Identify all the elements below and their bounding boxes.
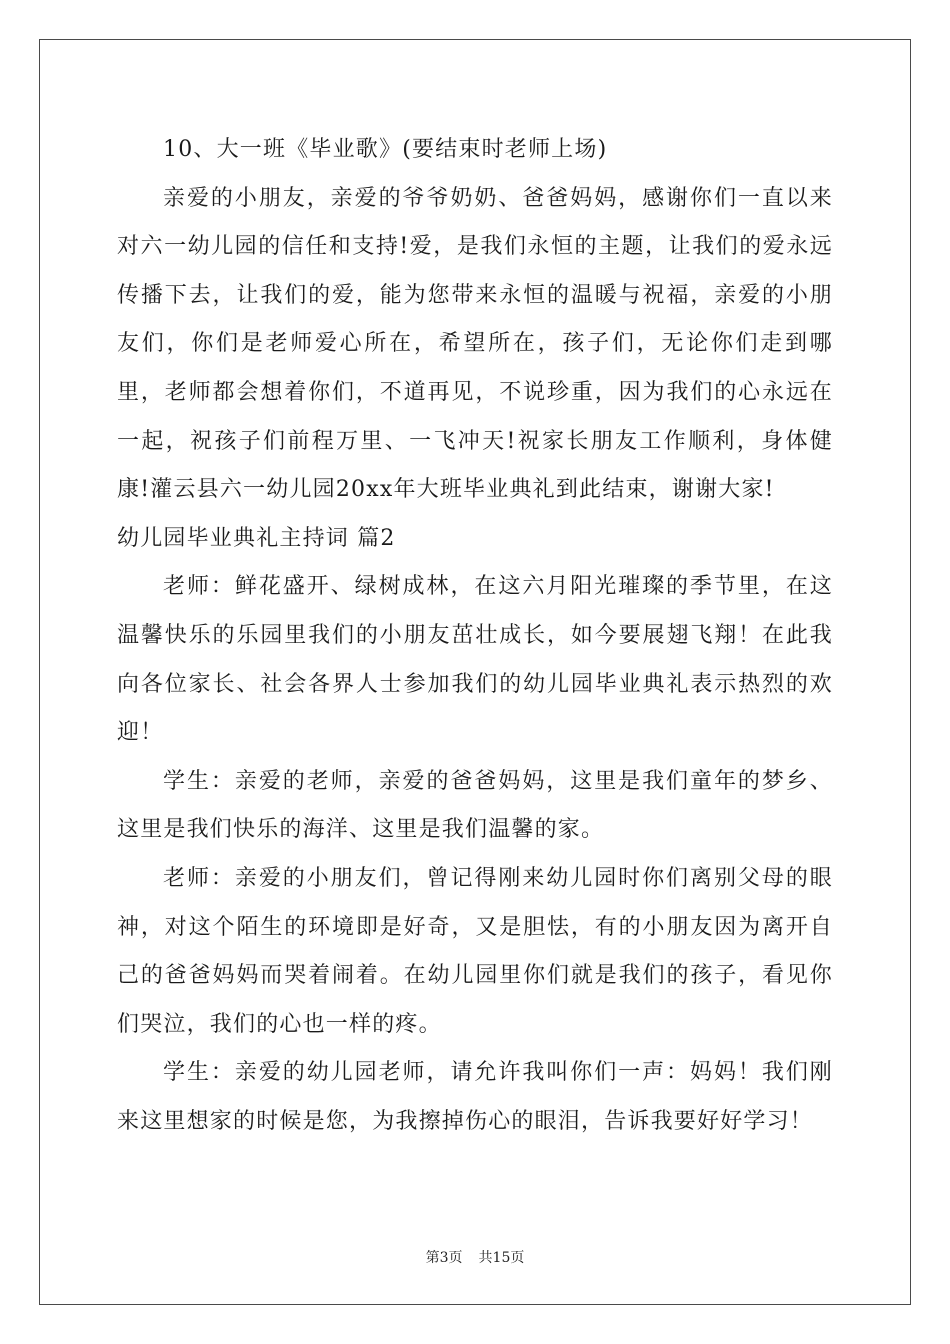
page-number: 第3页 xyxy=(425,1250,463,1266)
section-heading: 幼儿园毕业典礼主持词 篇2 xyxy=(117,525,396,551)
paragraph-student-reply: 学生：亲爱的老师，亲爱的爸爸妈妈，这里是我们童年的梦乡、这里是我们快乐的海洋、这里是我们温馨的家。 xyxy=(117,768,833,843)
paragraph-closing-speech: 亲爱的小朋友，亲爱的爷爷奶奶、爸爸妈妈，感谢你们一直以来对六一幼儿园的信任和支持!爱，是我们永恒的主题，让我们的爱永远传播下去，让我们的爱，能为您带来永恒的温暖与祝福，亲爱的小朋友们，你们是老师爱心所在，希望所在，孩子们，无论你们走到哪里，老师都会想着你们，不道再见，不说珍重，因为我们的心永远在一起，祝孩子们前程万里、一飞冲天!祝家长朋友工作顺利，身体健康!灌云县六一幼儿园20xx年大班毕业典礼到此结束，谢谢大家! xyxy=(117,185,833,503)
paragraph-teacher-memory: 老师：亲爱的小朋友们，曾记得刚来幼儿园时你们离别父母的眼神，对这个陌生的环境即是好奇，又是胆怯，有的小朋友因为离开自己的爸爸妈妈而哭着闹着。在幼儿园里你们就是我们的孩子，看见你们哭泣，我们的心也一样的疼。 xyxy=(117,865,833,1037)
paragraph-student-thanks: 学生：亲爱的幼儿园老师，请允许我叫你们一声：妈妈！我们刚来这里想家的时候是您，为我擦掉伤心的眼泪，告诉我要好好学习！ xyxy=(117,1060,833,1134)
page-total: 共15页 xyxy=(478,1250,525,1266)
paragraph-program-item: 10、大一班《毕业歌》(要结束时老师上场) xyxy=(163,137,608,162)
document-body xyxy=(117,126,833,1146)
page-footer xyxy=(0,1247,950,1267)
paragraph-teacher-welcome: 老师：鲜花盛开、绿树成林，在这六月阳光璀璨的季节里，在这温馨快乐的乐园里我们的小朋友茁壮成长，如今要展翅飞翔！在此我向各位家长、社会各界人士参加我们的幼儿园毕业典礼表示热烈的欢迎！ xyxy=(117,574,833,746)
